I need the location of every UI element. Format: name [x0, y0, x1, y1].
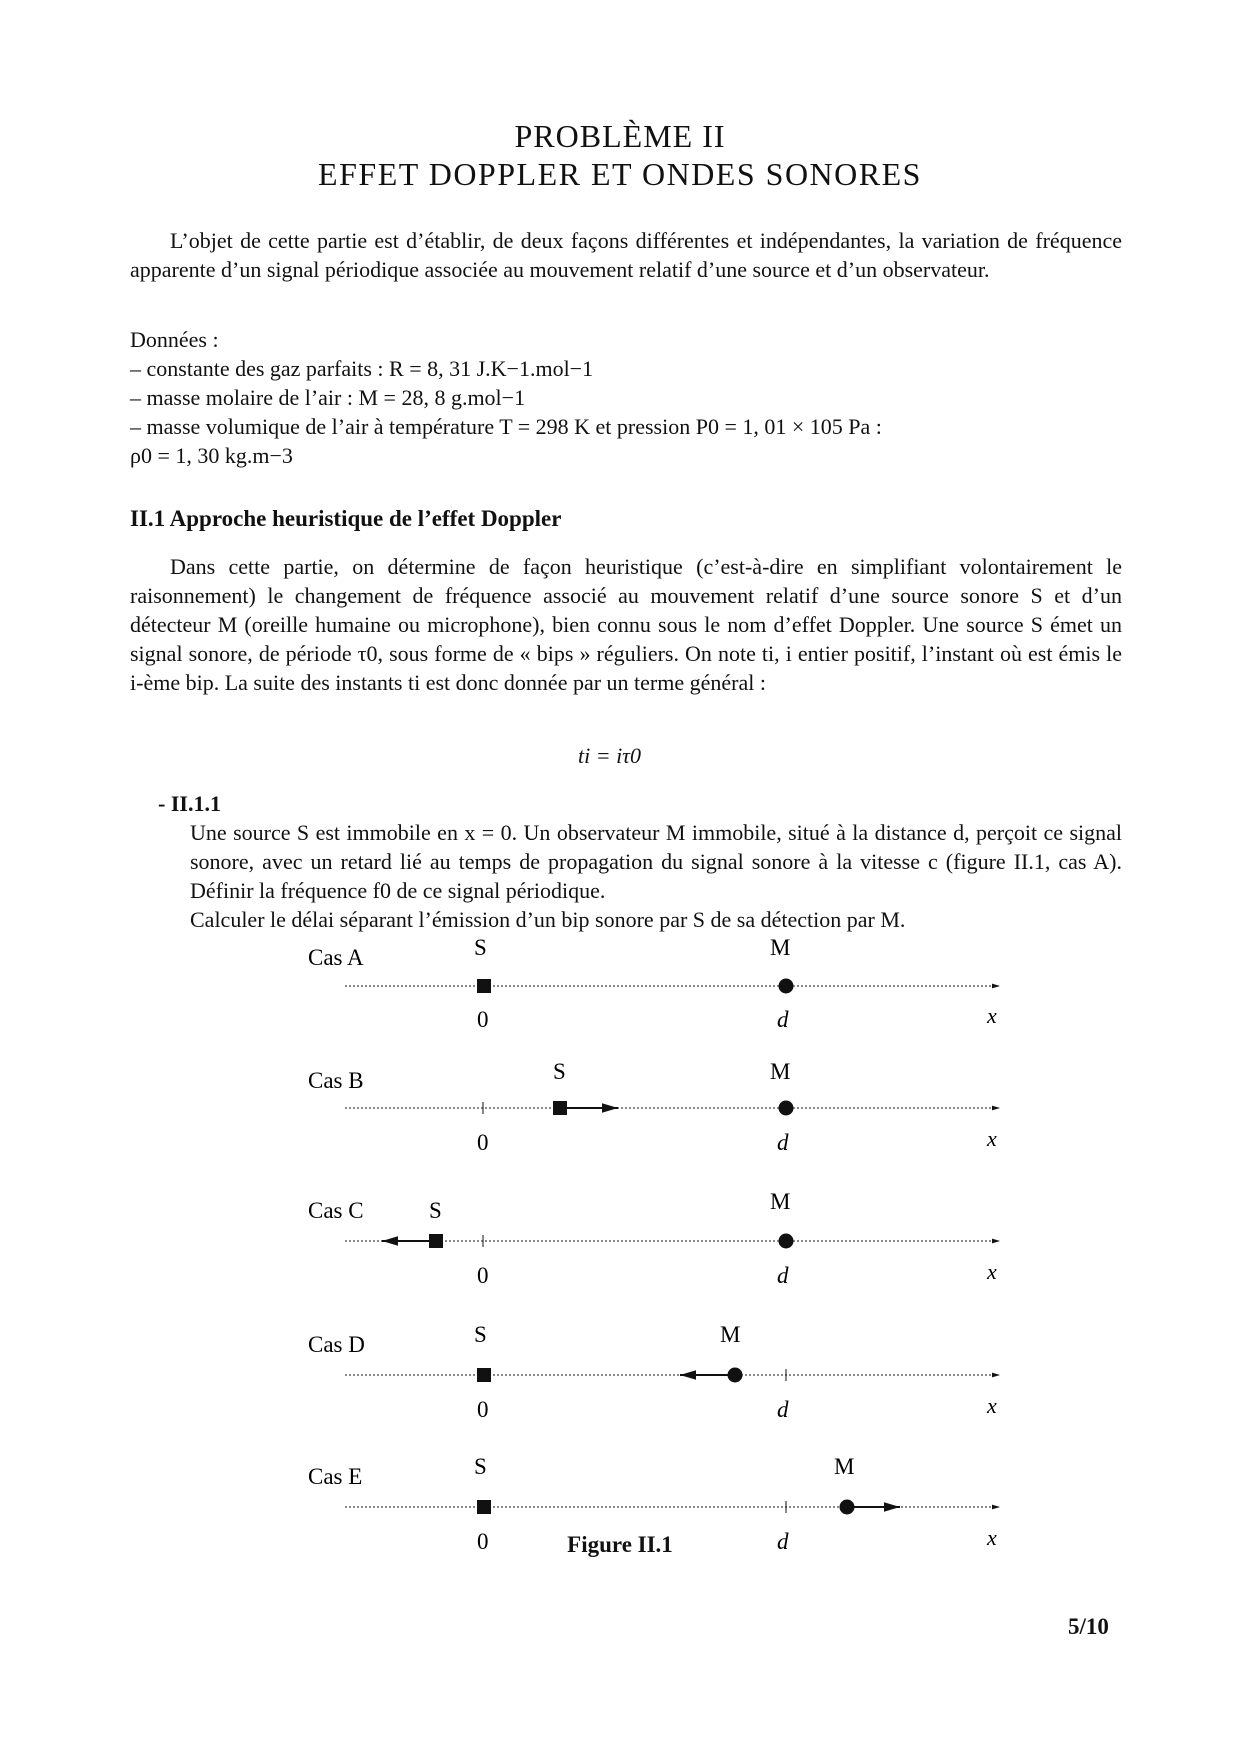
- case-d-observer-label: M: [720, 1322, 741, 1347]
- case-e-x-label: x: [987, 1525, 997, 1550]
- case-a-observer-label: M: [770, 935, 791, 960]
- case-c-origin-label: 0: [477, 1263, 489, 1288]
- case-d-source-label: S: [474, 1322, 487, 1347]
- section-heading: II.1 Approche heuristique de l’effet Doppler: [130, 506, 562, 531]
- case-d-d-label: d: [777, 1397, 789, 1422]
- case-e-source: [477, 1500, 491, 1514]
- case-a-d-label: d: [777, 1007, 789, 1032]
- case-b-source: [553, 1101, 567, 1115]
- case-e-origin-label: 0: [477, 1529, 489, 1554]
- case-e-source-label: S: [474, 1454, 487, 1479]
- case-b-d-label: d: [777, 1130, 789, 1155]
- case-c-label: Cas C: [308, 1198, 364, 1223]
- donnees-heading: Données :: [130, 327, 219, 352]
- case-c-source-label: S: [429, 1198, 442, 1223]
- donnee-item-m: – masse molaire de l’air : M = 28, 8 g.mol−1: [130, 385, 526, 410]
- case-c-source: [429, 1234, 443, 1248]
- case-d-origin-label: 0: [477, 1397, 489, 1422]
- donnee-item-r: – constante des gaz parfaits : R = 8, 31 J.K−1.mol−1: [130, 356, 594, 381]
- case-b-x-label: x: [987, 1126, 997, 1151]
- case-c-observer: [779, 1234, 794, 1249]
- case-b-observer: [779, 1101, 794, 1116]
- case-d: [308, 1322, 1000, 1422]
- case-b-label: Cas B: [308, 1068, 364, 1093]
- case-c-observer-label: M: [770, 1189, 791, 1214]
- question-text-2: Calculer le délai séparant l’émission d’un bip sonore par S de sa détection par M.: [190, 907, 906, 932]
- case-d-observer: [728, 1368, 743, 1383]
- case-b-observer-label: M: [770, 1059, 791, 1084]
- case-b-source-label: S: [553, 1059, 566, 1084]
- page-number: 5/10: [1068, 1614, 1109, 1639]
- case-c-d-label: d: [777, 1263, 789, 1288]
- problem-subtitle: EFFET DOPPLER ET ONDES SONORES: [318, 156, 922, 192]
- question-text: Une source S est immobile en x = 0. Un observateur M immobile, situé à la distance d, perçoit ce signal sonore, avec un retard lié au temps de propagation du signal sonore à la vitesse c (figure II.1, cas A). Définir la fréquence f0 de ce signal périodique.: [190, 820, 1122, 903]
- case-a-observer: [779, 979, 794, 994]
- case-e-observer-label: M: [834, 1454, 855, 1479]
- case-a-x-label: x: [987, 1003, 997, 1028]
- case-a-label: Cas A: [308, 945, 364, 970]
- case-a-origin-label: 0: [477, 1007, 489, 1032]
- case-b: [308, 1059, 1000, 1155]
- problem-title: PROBLÈME II: [514, 118, 726, 154]
- figure-caption: Figure II.1: [567, 1532, 673, 1557]
- question-label: - II.1.1: [158, 791, 221, 816]
- case-e-observer: [840, 1500, 855, 1515]
- section-text: Dans cette partie, on détermine de façon heuristique (c’est-à-dire en simplifiant volontairement le raisonnement) le changement de fréquence associé au mouvement relatif d’une source sonore S et d’un détecteur M (oreille humaine ou microphone), bien connu sous le nom d’effet Doppler. Une source S émet un signal sonore, de période τ0, sous forme de « bips » réguliers. On note ti, i entier positif, l’instant où est émis le i-ème bip. La suite des instants ti est donc donnée par un terme général :: [130, 554, 1122, 695]
- donnee-item-rho-line2: ρ0 = 1, 30 kg.m−3: [130, 443, 293, 468]
- case-d-label: Cas D: [308, 1332, 365, 1357]
- equation: ti = iτ0: [578, 743, 642, 768]
- case-c: [308, 1189, 1000, 1288]
- case-a-source: [477, 979, 491, 993]
- intro-text: L’objet de cette partie est d’établir, de deux façons différentes et indépendantes, la variation de fréquence apparente d’un signal périodique associée au mouvement relatif d’une source et d’un observateur.: [130, 228, 1122, 282]
- case-a-source-label: S: [474, 935, 487, 960]
- case-a: [308, 935, 1000, 1032]
- case-e-label: Cas E: [308, 1464, 363, 1489]
- case-d-x-label: x: [987, 1393, 997, 1418]
- donnee-item-rho-line1: – masse volumique de l’air à température T = 298 K et pression P0 = 1, 01 × 105 Pa :: [130, 414, 882, 439]
- case-b-origin-label: 0: [477, 1130, 489, 1155]
- case-e-d-label: d: [777, 1529, 789, 1554]
- case-c-x-label: x: [987, 1259, 997, 1284]
- case-d-source: [477, 1368, 491, 1382]
